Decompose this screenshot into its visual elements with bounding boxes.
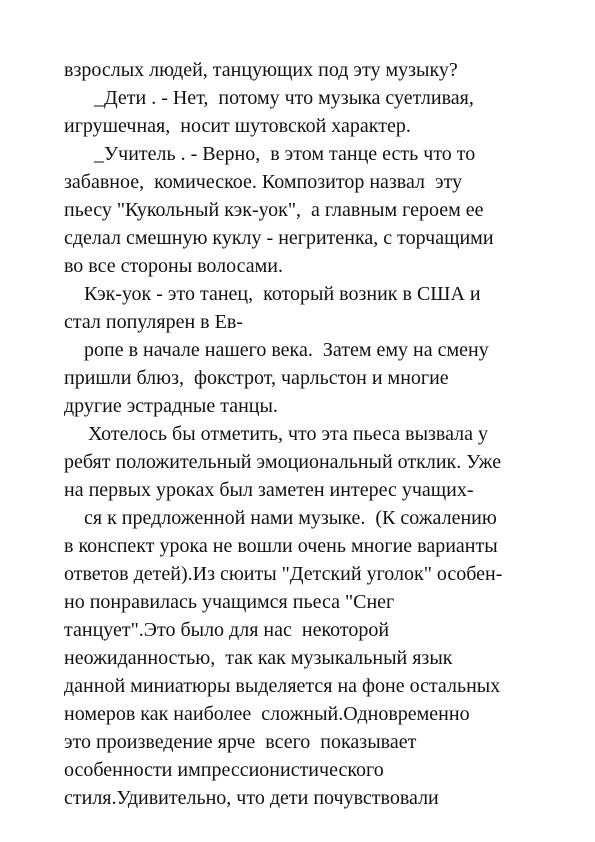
text-line: особенности импрессионистического (64, 759, 384, 781)
text-line: на первых уроках был заметен интерес учащих- (64, 479, 474, 501)
text-line: сделал смешную куклу - негритенка, с торчащими (64, 227, 494, 249)
text-line: другие эстрадные танцы. (64, 395, 278, 417)
text-line: _Учитель . - Верно, в этом танце есть что то (94, 143, 476, 165)
text-line: Хотелось бы отметить, что эта пьеса вызвала у (88, 423, 488, 445)
text-line: взрослых людей, танцующих под эту музыку? (64, 59, 458, 81)
text-line: во все стороны волосами. (64, 255, 284, 277)
text-line: но понравилась учащимся пьеса "Снег (64, 591, 395, 613)
text-line: ропе в начале нашего века. Затем ему на смену (84, 339, 489, 361)
text-line: игрушечная, носит шутовской характер. (64, 115, 411, 137)
text-line: ответов детей).Из сюиты "Детский уголок" особен- (64, 563, 503, 585)
text-line: ребят положительный эмоциональный отклик. Уже (64, 451, 502, 473)
text-line: в конспект урока не вошли очень многие варианты (64, 535, 498, 557)
text-line: данной миниатюры выделяется на фоне остальных (64, 675, 501, 697)
text-line: танцует".Это было для нас некоторой (64, 619, 390, 641)
text-line: неожиданностью, так как музыкальный язык (64, 647, 453, 669)
text-line: это произведение ярче всего показывает (64, 731, 417, 753)
text-line: забавное, комическое. Композитор назвал эту (64, 171, 463, 193)
text-line: стиля.Удивительно, что дети почувствовали (64, 787, 439, 809)
text-line: Кэк-уок - это танец, который возник в США и (84, 283, 481, 305)
text-line: пьесу "Кукольный кэк-уок", а главным героем ее (64, 199, 484, 221)
text-line: ся к предложенной нами музыке. (К сожалению (84, 507, 497, 529)
text-line: пришли блюз, фокстрот, чарльстон и многие (64, 367, 449, 389)
text-line: стал популярен в Ев- (64, 311, 243, 333)
text-line: _Дети . - Нет, потому что музыка суетливая, (94, 87, 474, 109)
document-body (64, 56, 564, 812)
text-line: номеров как наиболее сложный.Одновременно (64, 703, 470, 725)
